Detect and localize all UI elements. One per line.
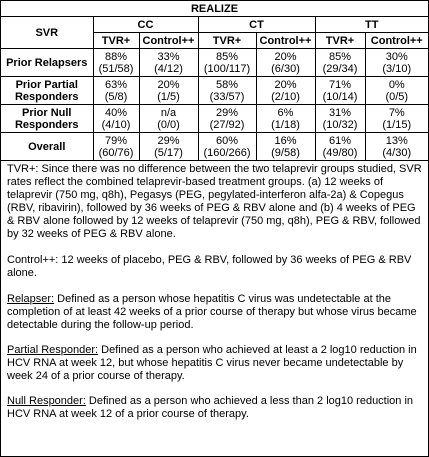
svr-cell <box>315 49 365 77</box>
table-row <box>1 77 428 105</box>
svr-fraction: (33/57) <box>209 90 245 103</box>
row-label <box>1 49 93 77</box>
svr-fraction: (0/5) <box>385 90 409 103</box>
row-label-line1: Overall <box>28 140 66 153</box>
row-label-line2: Responders <box>14 90 79 103</box>
svr-fraction: (60/76) <box>98 146 134 159</box>
svr-percent: 29% <box>215 106 239 119</box>
svr-fraction: (3/10) <box>382 62 412 75</box>
svr-cell <box>365 105 428 133</box>
svr-percent: 30% <box>385 50 408 63</box>
svr-cell <box>139 77 198 105</box>
svr-cell <box>315 77 365 105</box>
svr-percent: 13% <box>385 134 408 147</box>
row-label-line2: Responders <box>14 118 79 131</box>
svr-cell <box>139 49 198 77</box>
svr-percent: 29% <box>157 134 180 147</box>
svr-cell <box>256 105 315 133</box>
svr-cell <box>139 105 198 133</box>
svr-cell <box>139 133 198 161</box>
relapser-term: Relapser: <box>7 293 55 305</box>
svr-fraction: (6/30) <box>271 62 300 75</box>
svr-fraction: (160/266) <box>203 146 251 159</box>
null-responder-term: Null Responder: <box>7 395 86 407</box>
partial-responder-definition <box>7 344 422 383</box>
row-label-line1: Prior Relapsers <box>6 56 88 69</box>
arm-header-tvr: TVR+ <box>93 33 139 49</box>
table-row <box>1 133 428 161</box>
svr-cell <box>365 77 428 105</box>
svr-percent: 88% <box>104 50 128 63</box>
svr-fraction: (1/15) <box>382 118 412 131</box>
svr-percent: 31% <box>328 106 352 119</box>
svr-fraction: (4/30) <box>382 146 412 159</box>
table-row <box>1 49 428 77</box>
svr-percent: 71% <box>328 78 352 91</box>
arm-header-control: Control++ <box>365 33 428 49</box>
svr-percent: 33% <box>157 50 180 63</box>
svr-cell <box>93 49 139 77</box>
control-footnote: Control++: 12 weeks of placebo, PEG & RBV, followed by 36 weeks of PEG & RBV alone. <box>7 254 412 279</box>
table-body <box>1 49 428 161</box>
svr-percent: 20% <box>274 50 297 63</box>
svr-cell <box>93 77 139 105</box>
svr-percent: 40% <box>104 106 128 119</box>
svr-percent: 6% <box>277 106 294 119</box>
svr-fraction: (10/14) <box>322 90 358 103</box>
row-label <box>1 133 93 161</box>
svr-cell <box>198 133 256 161</box>
svr-table <box>1 1 428 161</box>
svr-cell <box>93 105 139 133</box>
svr-cell <box>93 133 139 161</box>
svr-fraction: (10/32) <box>322 118 358 131</box>
svr-fraction: (27/92) <box>209 118 245 131</box>
svr-fraction: (5/17) <box>154 146 183 159</box>
svr-percent: 20% <box>274 78 297 91</box>
svr-fraction: (51/58) <box>98 62 134 75</box>
svr-cell <box>198 77 256 105</box>
svr-fraction: (4/12) <box>154 62 183 75</box>
null-responder-definition <box>7 395 422 421</box>
genotype-header-tt: TT <box>315 17 428 33</box>
svr-fraction: (1/5) <box>157 90 180 103</box>
svr-cell <box>256 49 315 77</box>
svr-percent: 20% <box>157 78 180 91</box>
svr-fraction: (2/10) <box>271 90 300 103</box>
svr-fraction: (1/18) <box>271 118 300 131</box>
svr-percent: 63% <box>104 78 128 91</box>
row-label-line1: Prior Partial <box>15 78 78 91</box>
svr-cell <box>198 105 256 133</box>
relapser-definition <box>7 293 422 332</box>
svr-cell <box>256 77 315 105</box>
svr-cell <box>365 49 428 77</box>
table-row <box>1 105 428 133</box>
genotype-header-cc: CC <box>93 17 198 33</box>
svr-fraction: (9/58) <box>271 146 300 159</box>
arm-header-control: Control++ <box>139 33 198 49</box>
svr-cell <box>365 133 428 161</box>
svr-percent: 61% <box>328 134 352 147</box>
svr-fraction: (100/117) <box>203 62 251 75</box>
arm-header-tvr: TVR+ <box>198 33 256 49</box>
svr-header: SVR <box>1 17 93 49</box>
row-label <box>1 77 93 105</box>
svr-cell <box>315 133 365 161</box>
arm-header-tvr: TVR+ <box>315 33 365 49</box>
svr-percent: 79% <box>104 134 128 147</box>
svr-fraction: (0/0) <box>157 118 180 131</box>
svr-percent: n/a <box>160 106 177 119</box>
svr-cell <box>198 49 256 77</box>
row-label <box>1 105 93 133</box>
relapser-text: Defined as a person whose hepatitis C virus was undetectable at the completion of at least 42 weeks of a prior course of therapy but whose virus became detectable during the follow-up period. <box>7 293 417 331</box>
svr-percent: 0% <box>388 78 405 91</box>
row-label-line1: Prior Null <box>21 106 72 119</box>
footnotes <box>1 161 428 421</box>
null-responder-text: Defined as a person who achieved a less than 2 log10 reduction in HCV RNA at week 12 of a prior course of therapy. <box>7 395 414 420</box>
svr-percent: 58% <box>215 78 239 91</box>
svr-cell <box>315 105 365 133</box>
svr-fraction: (4/10) <box>101 118 131 131</box>
partial-responder-term: Partial Responder: <box>7 344 99 356</box>
arm-header-control: Control++ <box>256 33 315 49</box>
svr-fraction: (5/8) <box>104 90 128 103</box>
table-title: REALIZE <box>1 1 428 17</box>
svr-cell <box>256 133 315 161</box>
svr-percent: 60% <box>215 134 239 147</box>
svr-percent: 85% <box>215 50 239 63</box>
svr-fraction: (29/34) <box>322 62 358 75</box>
genotype-header-ct: CT <box>198 17 315 33</box>
partial-responder-text: Defined as a person who achieved at least a 2 log10 reduction in HCV RNA at week 12, but whose hepatitis C virus never became undetectable by week 24 of a prior course of therapy. <box>7 344 417 382</box>
svr-percent: 85% <box>328 50 352 63</box>
svr-fraction: (49/80) <box>322 146 358 159</box>
svr-percent: 16% <box>274 134 297 147</box>
svr-percent: 7% <box>388 106 405 119</box>
tvr-footnote: TVR+: Since there was no difference between the two telaprevir groups studied, SVR rates reflect the combined telaprevir-based treatment groups. (a) 12 weeks of telaprevir (750 mg, q8h), Pegasys (PEG, pegylated-interferon alfa-2a) & Copegus (RBV, ribavirin), followed by 36 weeks of PEG & RBV alone and (b) 4 weeks of PEG & RBV alone followed by 12 weeks of telaprevir (750 mg, q8h), PEG & RBV, followed by 32 weeks of PEG & RBV alone. <box>7 163 422 240</box>
